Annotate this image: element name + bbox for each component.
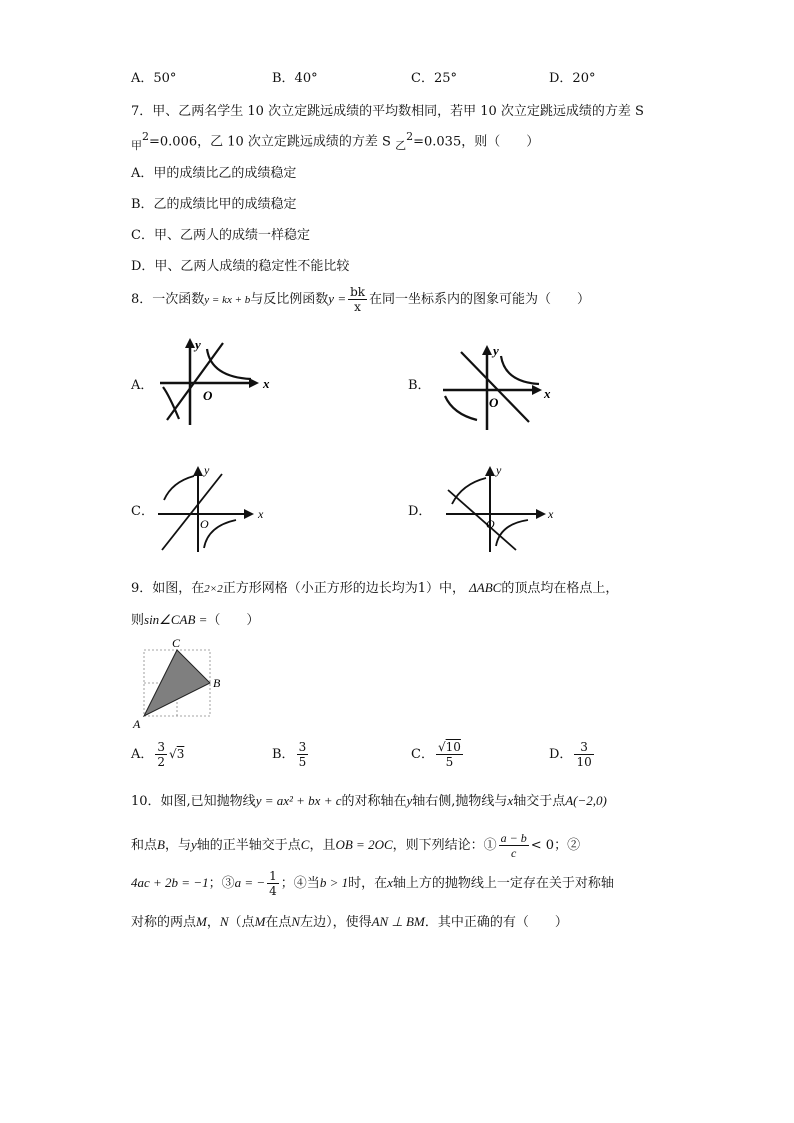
q10-mid2: 轴右侧,抛物线与 [412,794,508,809]
q9-grid-size: 2×2 [204,583,223,595]
point-a-label: A [133,717,141,730]
q10-point-m-2: M [254,914,266,929]
q10-point-m: M [196,914,207,929]
y-arrow-icon [485,466,495,476]
q9-option-c-radicand: 10 [445,740,461,754]
y-arrow-icon [482,345,492,355]
q7-sup-jia: 2 [142,130,149,143]
y-arrow-icon [193,466,203,476]
q8-post: 在同一坐标系内的图象可能为（ ） [369,292,591,307]
q8-graph-b [433,340,558,435]
q10-frac1-num: a − b [500,831,527,845]
axis-x-label: x [548,507,554,521]
q9-line2-pre: 则 [131,613,145,628]
q9-option-c [411,740,465,769]
axis-y-label: y [204,463,210,477]
axis-y-label: y [493,343,499,358]
q10-x-var-2: x [387,875,393,890]
point-c-label: C [172,636,181,650]
q10-l4-b: （点 [228,915,255,930]
hyperbola-branch-1 [452,478,486,504]
q7-line2-end: =0.035，则（ ） [413,134,540,150]
q9-option-b-label: B． [272,747,295,762]
y-arrow-icon [185,338,195,348]
q10-frac2-num: 1 [269,869,277,883]
q10-point-n-2: N [291,914,301,929]
q8-linear-func: y = kx + b [204,294,251,306]
hyperbola-branch-1 [501,356,539,384]
q10-line1 [131,790,607,809]
axis-y-label: y [496,463,502,477]
q10-l2-e: ，则下列结论：① [392,838,497,853]
q7-stem-line2 [131,130,540,153]
point-b-label: B [213,676,221,690]
linear-line [448,490,516,550]
hyperbola-branch-2 [445,396,477,420]
q8-inverse-num: bk [350,285,366,299]
q10-cond2: 4ac + 2b = −1 [131,875,209,890]
q10-l4-c: 在点 [265,915,292,930]
q10-l3-c: ；④当 [280,876,320,891]
x-arrow-icon [536,509,546,519]
q6-option-c: C．25° [411,71,457,86]
x-arrow-icon [532,385,542,395]
q7-sub-jia: 甲 [131,139,142,153]
q10-y-var-2: y [190,837,197,852]
q8-label-b: B． [408,378,431,393]
q10-l3-b: ；③ [208,876,235,891]
hyperbola-branch-2 [204,520,236,548]
q10-mid: 的对称轴在 [341,794,407,809]
q9-option-c-num: √10 [437,740,461,754]
q9-expression: sin∠CAB = [144,612,208,627]
q10-pre: 10．如图,已知抛物线 [131,794,256,809]
q10-l3-d: 时，在 [348,876,388,891]
q8-graph-d [440,460,565,555]
q10-lt: < 0 [530,838,555,853]
q9-mid: 正方形网格（小正方形的边长均为1）中， [222,581,465,596]
q7-option-d: D．甲、乙两人成绩的稳定性不能比较 [131,259,350,274]
q9-pre: 9．如图，在 [131,581,205,596]
q8-graph-c [150,460,275,555]
q9-stem-line1 [131,577,618,596]
axis-x-label: x [263,376,270,391]
q10-line4 [131,911,568,930]
q6-option-a: A．50° [131,71,177,86]
q8-graph-a [155,335,275,430]
q9-line2-end: （ ） [207,613,260,628]
origin-label: O [200,517,209,531]
q9-option-a-den: 2 [157,755,166,769]
q8-label-a: A． [131,378,154,393]
q6-option-d: D．20° [549,71,596,86]
q9-option-c-den: 5 [445,755,454,769]
q10-cond3: a = − [234,875,266,890]
q10-l2-c: 轴的正半轴交于点 [196,838,301,853]
origin-label: O [203,388,213,403]
q10-line3 [131,868,614,899]
origin-label: O [489,395,499,410]
q8-stem [131,284,590,315]
q9-option-d-den: 10 [576,755,592,769]
q7-option-a: A．甲的成绩比乙的成绩稳定 [131,166,297,181]
q9-option-a-radicand: 3 [176,747,185,761]
x-arrow-icon [244,509,254,519]
q10-l2-d: ，且 [309,838,336,853]
q10-l2-f: ；② [554,838,581,853]
q10-l2-a: 和点 [131,838,158,853]
q10-l4-d: 左边），使得 [300,915,372,930]
q9-figure [130,635,230,730]
q7-stem-line1: 7．甲、乙两名学生 10 次立定跳远成绩的平均数相同，若甲 10 次立定跳远成绩的方差 S [131,104,644,119]
q10-l2-b: ，与 [164,838,191,853]
q9-option-b-den: 5 [298,755,307,769]
q7-option-c: C．甲、乙两人的成绩一样稳定 [131,228,310,243]
q10-ob-eq: OB = 2OC [335,837,393,852]
q10-l4-comma: ， [206,915,220,930]
q9-option-a-num: 3 [157,740,166,754]
axis-x-label: x [544,386,551,401]
q8-inverse-fraction [348,285,367,314]
q10-point-c: C [300,837,310,852]
q10-line2 [131,830,580,861]
linear-line [461,352,529,422]
q9-end: 的顶点均在格点上， [501,581,619,596]
q10-point-b: B [157,837,165,852]
q10-point-a: A(−2,0) [565,793,607,808]
q10-mid3: 轴交于点 [513,794,566,809]
q10-l4-a: 对称的两点 [131,915,197,930]
q6-option-b: B．40° [272,71,318,86]
q10-y-var: y [406,793,413,808]
q8-inverse-den: x [354,300,361,314]
q10-perp: AN ⊥ BM [371,914,425,929]
q10-frac2-den: 4 [269,884,277,898]
q8-inverse-lhs: y = [328,291,347,306]
axis-x-label: x [258,507,264,521]
q9-option-b-num: 3 [298,740,307,754]
q9-stem-line2 [131,609,259,628]
q9-option-a [131,740,184,769]
q7-sup-yi: 2 [406,130,414,143]
q8-label-d: D． [408,504,432,519]
q7-option-b: B．乙的成绩比甲的成绩稳定 [131,197,297,212]
q9-option-d-label: D． [549,747,573,762]
q10-parabola: y = ax² + bx + c [255,793,342,808]
hyperbola-branch-2 [496,520,528,546]
q8-label-c: C． [131,504,154,519]
q10-cond4: b > 1 [319,875,349,890]
q10-l3-e: 轴上方的抛物线上一定存在关于对称轴 [392,876,614,891]
hyperbola-branch-1 [207,349,251,379]
linear-line [162,474,222,550]
q7-line2-mid: =0.006，乙 10 次立定跳远成绩的方差 S [149,134,391,150]
q10-point-n: N [219,914,229,929]
q9-option-b [272,740,310,769]
q10-x-var: x [507,793,514,808]
q8-pre: 8．一次函数 [131,292,205,307]
axis-y-label: y [195,337,201,352]
q9-option-a-radical: √3 [169,747,185,761]
q9-option-a-label: A． [131,747,154,762]
q7-sub-yi: 乙 [395,139,407,153]
q10-frac1-den: c [511,846,517,860]
origin-label: O [486,517,495,531]
hyperbola-branch-1 [164,476,194,500]
q9-option-d [549,740,596,769]
q9-option-c-label: C． [411,747,434,762]
q10-l4-e: ．其中正确的有（ ） [424,915,568,930]
q8-mid: 与反比例函数 [250,292,329,307]
q9-option-d-num: 3 [574,740,593,755]
q9-triangle: ΔABC [469,580,502,595]
